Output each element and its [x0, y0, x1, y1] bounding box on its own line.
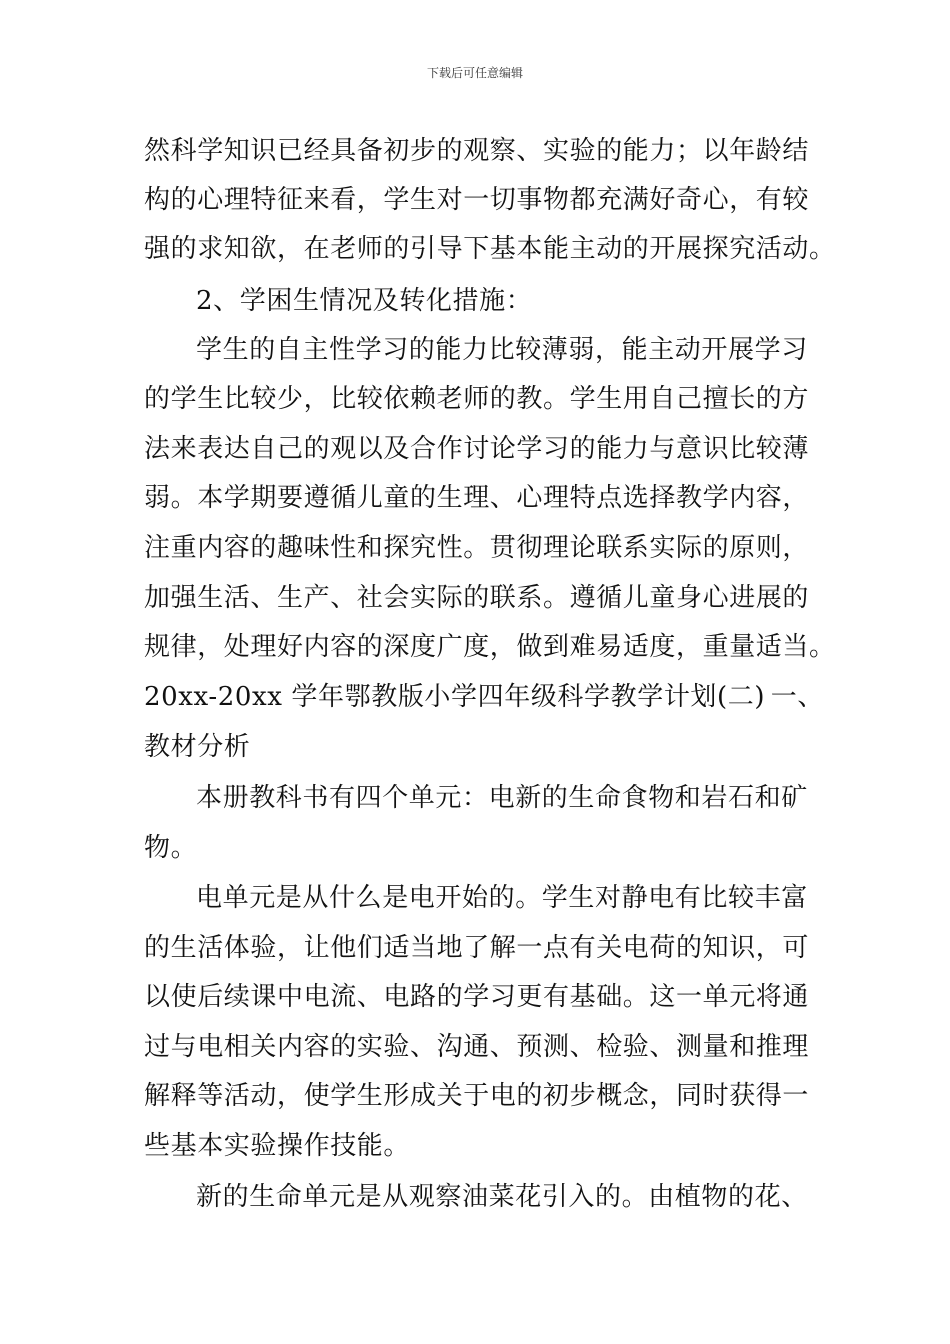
text-line: 电单元是从什么是电开始的。学生对静电有比较丰富: [196, 883, 808, 913]
text-line: 的学生比较少，比较依赖老师的教。学生用自己擅长的方: [144, 384, 810, 414]
text-line: 强的求知欲，在老师的引导下基本能主动的开展探究活动。: [144, 234, 836, 264]
text-line: 新的生命单元是从观察油菜花引入的。由植物的花、: [196, 1182, 808, 1212]
text-line: 解释等活动，使学生形成关于电的初步概念，同时获得一: [144, 1081, 810, 1111]
section-heading: 教材分析: [144, 732, 251, 762]
text-line: 的生活体验，让他们适当地了解一点有关电荷的知识，可: [144, 933, 810, 963]
section-number: 一、: [770, 682, 824, 712]
text-line: 物。: [144, 833, 198, 863]
text-line: 本册教科书有四个单元：电新的生命食物和岩石和矿: [196, 783, 808, 813]
text-line: 些基本实验操作技能。: [144, 1131, 411, 1161]
text-line: 然科学知识已经具备初步的观察、实验的能力；以年龄结: [144, 136, 810, 166]
text-line: 法来表达自己的观以及合作讨论学习的能力与意识比较薄: [144, 434, 810, 464]
text-line: 过与电相关内容的实验、沟通、预测、检验、测量和推理: [144, 1032, 810, 1062]
page-header: 下载后可任意编辑: [426, 66, 523, 80]
text-line: 注重内容的趣味性和探究性。贯彻理论联系实际的原则，: [144, 533, 810, 563]
text-line: 规律，处理好内容的深度广度，做到难易适度，重量适当。: [144, 632, 836, 662]
document-title-line: [144, 682, 824, 712]
document-title: 20xx-20xx 学年鄂教版小学四年级科学教学计划(二): [144, 682, 766, 712]
text-line: 学生的自主性学习的能力比较薄弱，能主动开展学习: [196, 335, 808, 365]
text-line: 构的心理特征来看，学生对一切事物都充满好奇心，有较: [144, 185, 810, 215]
text-line: 加强生活、生产、社会实际的联系。遵循儿童身心进展的: [144, 583, 810, 613]
text-line: 弱。本学期要遵循儿童的生理、心理特点选择教学内容，: [144, 483, 810, 513]
section-heading: 2、学困生情况及转化措施：: [196, 286, 533, 316]
text-line: 以使后续课中电流、电路的学习更有基础。这一单元将通: [144, 982, 810, 1012]
